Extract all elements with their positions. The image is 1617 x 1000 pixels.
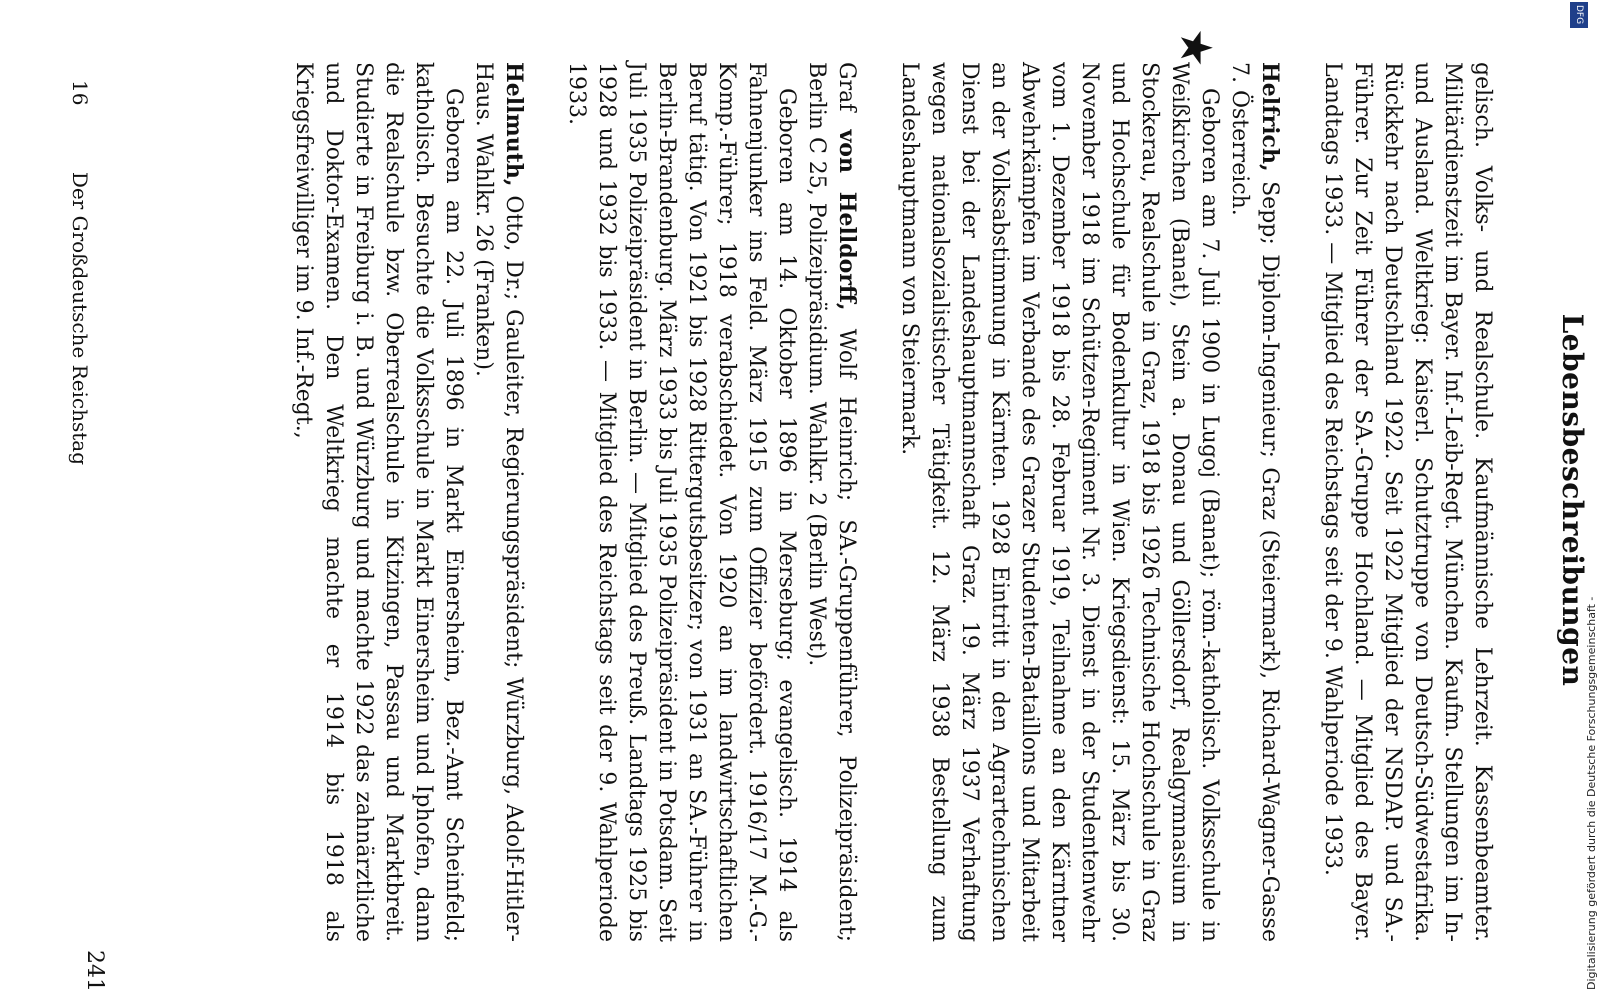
page-header: Lebensbeschreibungen	[1556, 313, 1589, 687]
credit-text: Digitalisierung gefördert durch die Deutsche Forschungsgemeinschaft -	[1585, 596, 1598, 990]
entry-hellmuth	[288, 62, 529, 942]
footer-title: Der Großdeutsche Reichstag	[68, 171, 92, 466]
page-footer	[68, 80, 92, 980]
entry-helldorff	[561, 62, 862, 942]
entry-prefix: Graf	[834, 62, 859, 112]
entry-paragraph: Wolf Heinrich; SA.-Gruppenführer, Polizeipräsident; Berlin C 25, Polizeipräsidium. Wahlkr. 2 (Berlin West).	[804, 62, 859, 942]
entry-paragraph: Otto, Dr.; Gauleiter, Regierungspräsident; Würzburg, Adolf-Hitler-Haus. Wahlkr. 26 (Franken).	[471, 62, 526, 942]
entry-paragraph: Geboren am 14. Oktober 1896 in Merseburg; evangelisch. 1914 als Fahnenjunker ins Feld. März 1915 zum Offizier befördert. 1916/17 M.-G.-Komp.-Führer; 1918 verabschiedet. Von 1920 an im landwirtschaftlichen Beruf tätig. Von 1921 bis 1928 Rittergutsbesitzer; von 1931 an SA.-Führer in Berlin-Brandenburg. März 1933 bis Juli 1935 Polizeipräsident in Potsdam. Seit Juli 1935 Polizeipräsident in Berlin. — Mitglied des Preuß. Landtags 1925 bis 1928 und 1932 bis 1933. — Mitglied des Reichstags seit der 9. Wahlperiode 1933.	[564, 62, 799, 942]
entry-paragraph: Sepp; Diplom-Ingenieur; Graz (Steiermark), Richard-Wagner-Gasse 7. Österreich.	[1227, 62, 1282, 942]
entry-name: von Helldorff,	[834, 129, 860, 311]
entry-paragraph: Geboren am 7. Juli 1900 in Lugoj (Banat); röm.-katholisch. Volksschule in Weißkirchen (Banat), Stein a. Donau und Göllersdorf, Realgymnasium in Stockerau, Realschule in Graz, 1918 bis 1926 Technische Hochschule in Graz und Hochschule für Bodenkultur in Wien. Kriegsdienst: 15. März bis 30. November 1918 im Schützen-Regiment Nr. 3. Dienst in der Studentenwehr vom 1. Dezember 1918 bis 28. Februar 1919, Teilnahme an den Kärntner Abwehrkämpfen im Verbande des Grazer Studenten-Bataillons und Mitarbeit an der Volksabstimmung in Kärnten. 1928 Eintritt in den Agrartechnischen Dienst bei der Landeshauptmannschaft Graz. 19. März 1937 Verhaftung wegen nationalsozialistischer Tätigkeit. 12. März 1938 Bestellung zum Landeshauptmann von Steiermark.	[897, 62, 1222, 942]
entry-heading	[468, 62, 529, 942]
entry-name: Hellmuth,	[501, 62, 527, 187]
entry-continuation	[1317, 62, 1497, 942]
entry-heading	[1224, 62, 1285, 942]
entry-paragraph: Geboren am 22. Juli 1896 in Markt Einersheim, Bez.-Amt Scheinfeld; katholisch. Besuchte die Volksschule in Markt Einersheim und Iphofen, dann die Realschule bzw. Oberrealschule in Kitzingen, Passau und Marktbreit. Studierte in Freiburg i. B. und Würzburg und machte 1922 das zahnärztliche und Doktor-Examen. Den Weltkrieg machte er 1914 bis 1918 als Kriegsfreiwilliger im 9. Inf.-Regt.,	[291, 62, 466, 942]
entry-paragraph: gelisch. Volks- und Realschule. Kaufmännische Lehrzeit. Kassenbeamter. Militärdienstzeit im Bayer. Inf.-Leib-Regt. München. Kaufm. Stellungen im In- und Ausland. Weltkrieg: Kaiserl. Schutztruppe von Deutsch-Südwestafrika. Rückkehr nach Deutschland 1922. Seit 1922 Mitglied der NSDAP. und SA.-Führer. Zur Zeit Führer der SA.-Gruppe Hochland. — Mitglied des Bayer. Landtags 1933. — Mitglied des Reichstags seit der 9. Wahlperiode 1933.	[1320, 62, 1495, 942]
entry-heading	[801, 62, 862, 942]
credit-strip	[1567, 0, 1597, 1000]
body-text	[256, 62, 1497, 942]
footer-number: 16	[68, 80, 92, 106]
page-number: 241	[82, 950, 107, 992]
dfg-logo: DFG	[1570, 2, 1588, 28]
entry-helfrich	[894, 62, 1285, 942]
star-icon: ★	[1170, 28, 1221, 68]
entry-name: Helfrich,	[1257, 62, 1283, 172]
